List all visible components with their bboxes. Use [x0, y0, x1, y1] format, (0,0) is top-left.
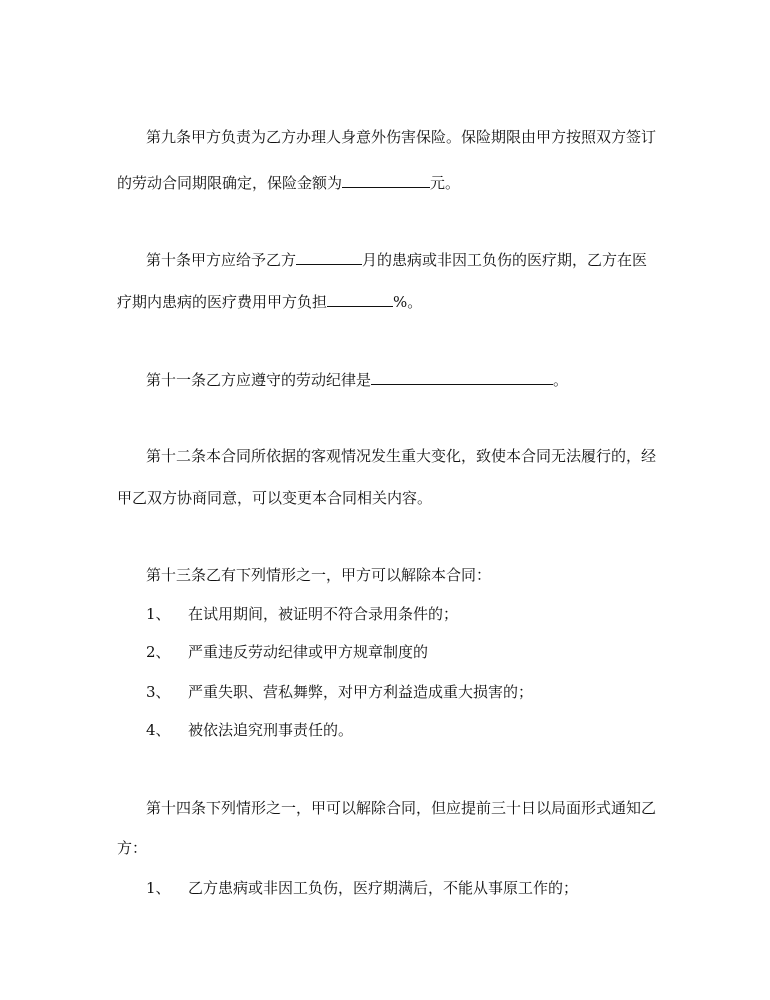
item-text: 严重失职、营私舞弊，对甲方利益造成重大损害的；	[188, 683, 534, 701]
item-text: 被依法追究刑事责任的。	[188, 721, 354, 739]
article-9-suffix: 元。	[430, 174, 461, 192]
article-10-line-2	[117, 290, 422, 312]
article-14-line-2: 方：	[117, 839, 148, 857]
item-number: 1、	[146, 879, 171, 897]
article-13-item	[146, 604, 458, 624]
item-number: 2、	[146, 643, 171, 661]
insurance-amount-blank	[342, 171, 430, 188]
article-13-item	[146, 720, 353, 740]
article-9-line-2	[117, 171, 460, 193]
article-13-intro: 第十三条乙有下列情形之一，甲方可以解除本合同：	[146, 566, 492, 584]
article-9-line-1: 第九条甲方负责为乙方办理人身意外伤害保险。保险期限由甲方按照双方签订	[146, 128, 657, 146]
article-13-item	[146, 682, 533, 702]
article-9-text: 的劳动合同期限确定，保险金额为	[117, 174, 343, 192]
article-10-text-cont: 月的患病或非因工负伤的医疗期，乙方在医	[362, 251, 648, 269]
item-text: 在试用期间，被证明不符合录用条件的；	[188, 605, 459, 623]
article-14-line-1: 第十四条下列情形之一，甲可以解除合同，但应提前三十日以局面形式通知乙	[146, 799, 657, 817]
article-10-text: 第十条甲方应给予乙方	[146, 251, 297, 269]
article-10-text-2: 疗期内患病的医疗费用甲方负担	[117, 293, 328, 311]
item-text: 严重违反劳动纪律或甲方规章制度的	[188, 643, 429, 661]
article-11-text: 第十一条乙方应遵守的劳动纪律是	[146, 371, 372, 389]
article-10-line-1	[146, 248, 647, 270]
article-12-line-1: 第十二条本合同所依据的客观情况发生重大变化，致使本合同无法履行的，经	[146, 447, 657, 465]
medical-period-months-blank	[296, 248, 362, 265]
item-number: 1、	[146, 605, 171, 623]
article-14-item	[146, 878, 578, 898]
article-13-item	[146, 642, 428, 662]
article-10-suffix: %。	[393, 293, 423, 311]
item-number: 4、	[146, 721, 171, 739]
article-12-line-2: 甲乙双方协商同意，可以变更本合同相关内容。	[117, 489, 433, 507]
article-11-suffix: 。	[553, 371, 569, 389]
item-text: 乙方患病或非因工负伤，医疗期满后，不能从事原工作的；	[188, 879, 579, 897]
item-number: 3、	[146, 683, 171, 701]
labor-discipline-blank	[371, 368, 553, 385]
medical-cost-percent-blank	[327, 290, 393, 307]
article-11-line	[146, 368, 568, 390]
